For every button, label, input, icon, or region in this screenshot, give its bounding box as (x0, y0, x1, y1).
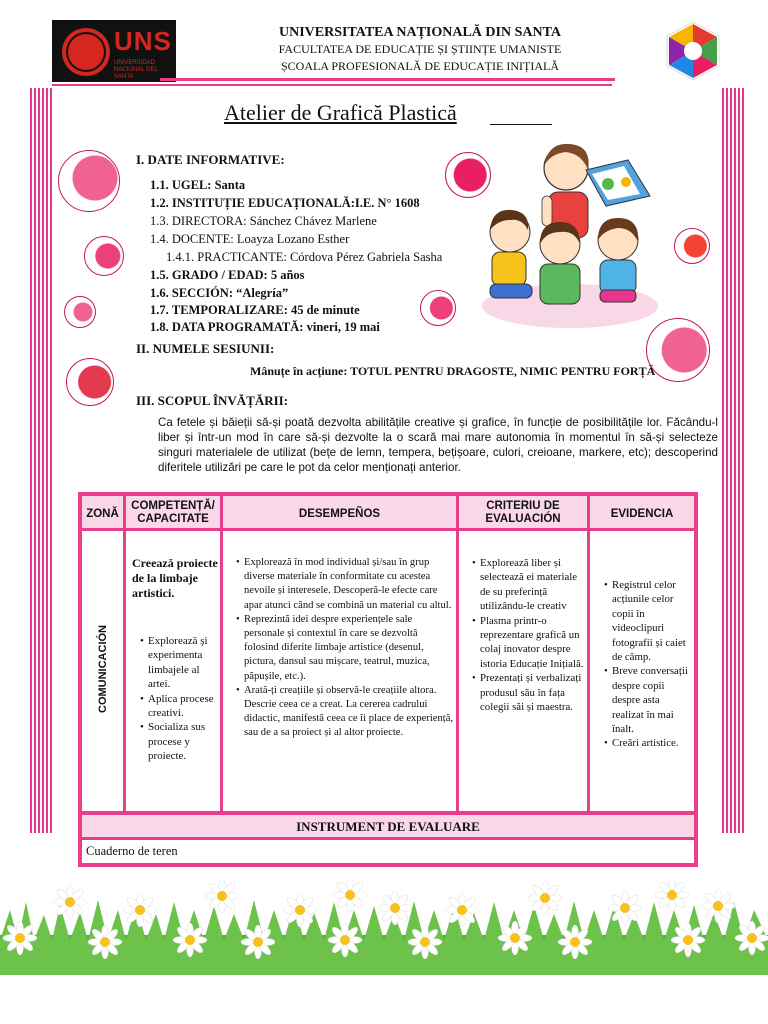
criteriu-item: • Prezentați și verbalizați produsul său în fața colegii săi și maestra. (472, 671, 586, 714)
section-1-heading: I. DATE INFORMATIVE: (136, 152, 285, 167)
evidencia-item: • Creări artistice. (604, 736, 694, 750)
decor-circle (420, 290, 456, 326)
evidencia-item: • Breve conversații despre copii despre asta realizat în mai înalt. (604, 664, 694, 736)
competenta-list (130, 634, 218, 764)
info-item-temporalizare: 1.7. TEMPORALIZARE: 45 de minute (150, 303, 360, 317)
learning-goal-text: Ca fetele și băieții să-și poată dezvolta abilitățile creative și grafice, în funcție de posibilitățile lor. Făcându-l liber și într-un mod în care să-și dezvolte la o scară mai mare autonomia în momentul în să-și selecteze singuri materialele de utilizat (bețe de lemn, tempera, bețișoare, culori, creioane, markere, etc); descoperind diferitele utilizări pe care le pot da celor menționați anterior. (158, 416, 718, 474)
decor-circle (84, 236, 124, 276)
evidencia-item: • Registrul celor acțiunile celor copii în videoclipuri fotografii și caiet de câmp. (604, 578, 694, 664)
header-competenta: COMPETENȚĂ/ CAPACITATE (124, 494, 222, 530)
competenta-item: • Aplica procese creativi. (140, 692, 218, 721)
faculty-name: FACULTATEA DE EDUCAȚIE ȘI ȘTIINȚE UMANISTE (278, 42, 562, 56)
desempeno-item: • Reprezintă idei despre experiențele sale personale și contextul în care se dezvoltă folosind diferite limbaje artistice (desenul, pictura, dansul sau mișcare, teatrul, muzica, păpușile, etc.). (236, 613, 454, 684)
right-decorative-stripes (722, 88, 744, 833)
left-decorative-stripes (30, 88, 52, 833)
area-label: COMUNICACIÓN (97, 625, 109, 713)
decor-circle (674, 228, 710, 264)
competenta-title: Creează proiecte de la limbaje artistici. (132, 556, 218, 600)
instrument-header: INSTRUMENT DE EVALUARE (80, 813, 696, 839)
criteriu-item: • Explorează liber și selectează ei materiale de su preferință utilizându-le creativ (472, 556, 586, 614)
criteriu-list (462, 556, 586, 714)
header-evidencia: EVIDENCIA (588, 494, 696, 530)
info-item-seccion: 1.6. SECCIÓN: “Alegría” (150, 286, 289, 300)
header-divider (160, 78, 615, 81)
header-desempenos: DESEMPEÑOS (221, 494, 458, 530)
section-2-heading: II. NUMELE SESIUNII: (136, 341, 275, 356)
header-criteriu: CRITERIU DE EVALUACIÓN (457, 494, 589, 530)
decor-circle (64, 296, 96, 328)
title-underline (490, 124, 552, 125)
info-item-directora: 1.3. DIRECTORA: Sánchez Chávez Marlene (150, 214, 377, 228)
info-item-grado: 1.5. GRADO / EDAD: 5 años (150, 268, 305, 282)
faculty-hexagon-logo (664, 20, 722, 82)
desempeno-item: • Arată-ți creațiile și observă-le creațiile altora. Descrie ceea ce a creat. La cererea cadrului didactic, manifestă ceea ce îi place de experiență, sau de a sa proiect și al altor proiecte. (236, 684, 454, 741)
page-title: Atelier de Grafică Plastică (224, 100, 457, 125)
decor-circle (58, 150, 120, 212)
logo-text: UNS (114, 26, 172, 56)
school-name: ȘCOALA PROFESIONALĂ DE EDUCAȚIE INIȚIALĂ (281, 59, 559, 73)
competenta-item: • Socializa sus procese y proiecte. (140, 720, 218, 763)
info-item-docente: 1.4. DOCENTE: Loayza Lozano Esther (150, 232, 350, 246)
university-seal-icon (60, 26, 112, 78)
decor-circle (66, 358, 114, 406)
desempenos-list (226, 556, 454, 741)
competenta-item: • Explorează și experimenta limbajele al artei. (140, 634, 218, 692)
info-item-ugel: 1.1. UGEL: Santa (150, 178, 246, 192)
session-name: Mânuțe în acțiune: TOTUL PENTRU DRAGOSTE, NIMIC PENTRU FORȚĂ (250, 364, 656, 378)
children-reading-illustration (478, 140, 658, 330)
header-zona: ZONĂ (80, 494, 125, 530)
info-item-institution: 1.2. INSTITUȚIE EDUCAȚIONALĂ:I.E. N° 1608 (150, 196, 420, 210)
instrument-value: Cuaderno de teren (86, 844, 178, 858)
criteriu-item: • Plasma printr-o reprezentare grafică un colaj inovator despre istoria Educație Inițială. (472, 614, 586, 672)
university-name: UNIVERSITATEA NAȚIONALĂ DIN SANTA (279, 25, 561, 40)
logo-subtext: UNIVERSIDAD NACIONAL DEL SANTA (114, 60, 158, 80)
section-3-heading: III. SCOPUL ÎNVĂȚĂRII: (136, 393, 289, 408)
info-item-data: 1.8. DATA PROGRAMATĂ: vineri, 19 mai (150, 320, 380, 334)
grass-daisies-decoration (0, 880, 768, 975)
evidencia-list (594, 578, 694, 751)
info-item-practicante: 1.4.1. PRACTICANTE: Córdova Pérez Gabriela Sasha (166, 250, 443, 264)
desempeno-item: • Explorează în mod individual și/sau în grup diverse materiale în conformitate cu acestea nevoile și interesele. Descoperă-le efecte care apar atunci când se combină un material cu altul. (236, 556, 454, 613)
header-divider-2 (52, 84, 612, 86)
university-logo (52, 20, 176, 82)
